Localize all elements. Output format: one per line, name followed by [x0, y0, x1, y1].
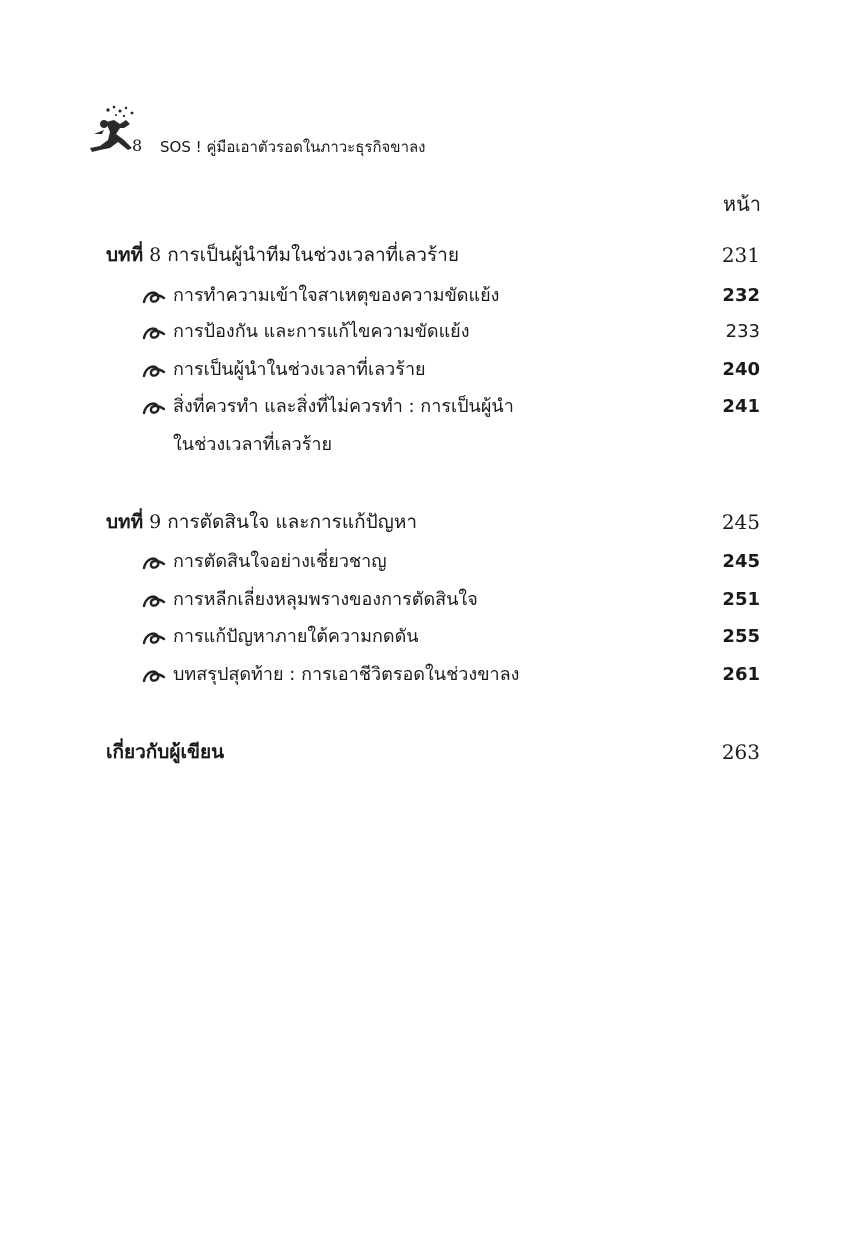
toc-item-page: 245: [722, 551, 760, 572]
swirl-bullet-icon: [142, 667, 166, 685]
swirl-bullet-icon: [142, 592, 166, 610]
toc-item: [0, 317, 868, 349]
toc-item-label: การตัดสินใจอย่างเชี่ยวชาญ: [173, 551, 387, 572]
toc-item: [0, 281, 868, 313]
toc-item-page: 255: [722, 626, 760, 647]
page-column-header: หน้า: [722, 192, 761, 216]
toc-item: [0, 660, 868, 692]
swirl-bullet-icon: [142, 399, 166, 417]
chapter-row: [0, 507, 868, 539]
toc-item-page: 261: [722, 664, 760, 685]
header-page-number: 8: [132, 136, 143, 155]
toc-item: [0, 622, 868, 654]
toc-item-page: 251: [722, 589, 760, 610]
toc-item-page: 241: [722, 396, 760, 417]
about-author-page: 263: [721, 740, 760, 764]
toc-item: [0, 547, 868, 579]
toc-item-page: 233: [725, 321, 760, 342]
about-author-row: [0, 737, 868, 769]
toc-item-label: การป้องกัน และการแก้ไขความขัดแย้ง: [173, 321, 470, 342]
chapter-page: 231: [721, 243, 760, 267]
toc-item-label: การหลีกเลี่ยงหลุมพรางของการตัดสินใจ: [173, 589, 478, 610]
toc-item-label: บทสรุปสุดท้าย : การเอาชีวิตรอดในช่วงขาลง: [173, 664, 520, 685]
swirl-bullet-icon: [142, 554, 166, 572]
swirl-bullet-icon: [142, 324, 166, 342]
chapter-prefix: บทที่: [106, 244, 144, 266]
toc-item-page: 240: [722, 359, 760, 380]
toc-item-continuation-label: ในช่วงเวลาที่เลวร้าย: [173, 434, 333, 455]
chapter-title: [106, 507, 417, 537]
swirl-bullet-icon: [142, 629, 166, 647]
toc-item: [0, 392, 868, 424]
chapter-title: [106, 240, 459, 270]
toc-item: [0, 585, 868, 617]
chapter-row: [0, 240, 868, 272]
chapter-prefix: บทที่: [106, 511, 144, 533]
toc-item-page: 232: [722, 285, 760, 306]
chapter-number: 9: [149, 511, 162, 533]
toc-item-label: การทำความเข้าใจสาเหตุของความขัดแย้ง: [173, 285, 500, 306]
toc-item-label: การเป็นผู้นำในช่วงเวลาที่เลวร้าย: [173, 359, 426, 380]
swirl-bullet-icon: [142, 288, 166, 306]
chapter-page: 245: [721, 510, 760, 534]
running-header: [86, 104, 486, 160]
about-author-label: เกี่ยวกับผู้เขียน: [106, 741, 225, 763]
toc-item: [0, 355, 868, 387]
toc-item-label: สิ่งที่ควรทำ และสิ่งที่ไม่ควรทำ : การเป็นผู้นำ: [173, 396, 514, 417]
chapter-title-text: การเป็นผู้นำทีมในช่วงเวลาที่เลวร้าย: [167, 244, 459, 266]
swirl-bullet-icon: [142, 362, 166, 380]
toc-item-label: การแก้ปัญหาภายใต้ความกดดัน: [173, 626, 419, 647]
chapter-number: 8: [149, 244, 162, 266]
running-title: SOS ! คู่มือเอาตัวรอดในภาวะธุรกิจขาลง: [160, 138, 426, 156]
chapter-title-text: การตัดสินใจ และการแก้ปัญหา: [167, 511, 418, 533]
toc-item-continuation: [0, 430, 868, 462]
